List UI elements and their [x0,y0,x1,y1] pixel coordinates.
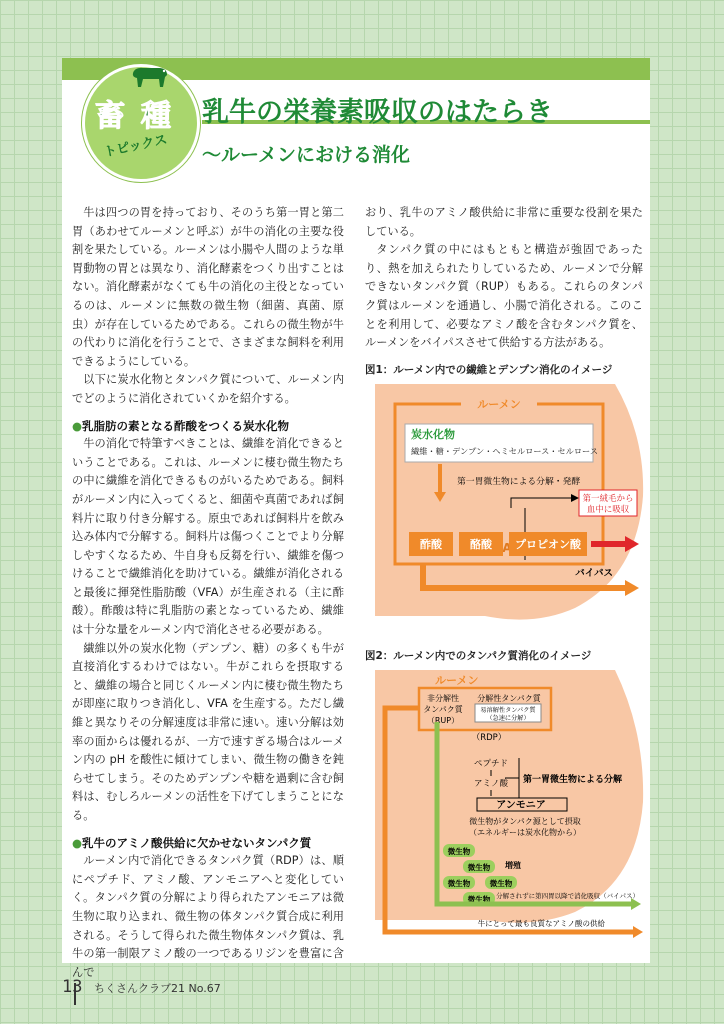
rup-line-2: タンパク質 [423,705,463,714]
badge-char-1: 畜 [95,99,125,134]
acid-label-2: 酪酸 [470,538,492,551]
badge-char-2: 種 [141,99,171,134]
carb-items: 繊維・糖・デンプン・ヘミセルロース・セルロース [411,446,599,456]
article-subtitle: 〜ルーメンにおける消化 [202,144,411,166]
paragraph: ルーメン内で消化できるタンパク質（RDP）は、順にペプチド、アミノ酸、アンモニアへと変化していく。タンパク質の分解により得られたアンモニアは微生物に取り込まれ、微生物の体タンパク質合成に利用される。そうして得られた微生物体タンパク質は、乳牛の第一制限アミノ酸の一つであるリジンを豊富に含んで [72,854,344,979]
paragraph: おり、乳牛のアミノ酸供給に非常に重要な役割を果たしている。 [365,206,643,238]
paragraph: 牛の消化で特筆すべきことは、繊維を消化できるということである。これは、ルーメンに棲む微生物たちの中に繊維を消化できるものがいるためである。飼料がルーメン内に入ってくると、細菌や真菌であれば飼料片に取り付き分解する。原虫であれば飼料片を飲み込み体内で分解する。飼料片は傷つくことでより分解しやすくなるため、牛自身も反芻を行い、繊維を傷つけることで繊維消化を助けている。繊維が消化されると最後に揮発性脂肪酸（VFA）が生産される（主に酢酸）。酢酸は特に乳脂肪の素となっているため、繊維は十分な量をルーメン内で消化させる必要がある。 [72,437,344,637]
article-page [62,58,650,979]
microbe-5: 微生物 [467,895,491,904]
category-badge [82,64,200,182]
fig2-diagram [365,662,649,942]
left-column [72,204,344,982]
absorb-text-2: 血中に吸収 [586,505,630,515]
section-heading: ● 乳脂肪の素となる酢酸をつくる炭水化物 [72,417,344,436]
carb-title: 炭水化物 [411,428,455,441]
rdp-label: （RDP） [471,733,507,743]
right-column [365,204,643,353]
paragraph: 繊維以外の炭水化物（デンプン、糖）の多くも牛が直接消化するわけではない。牛がこれらを摂取すると、繊維の場合と同じくルーメン内に棲む微生物たちが即座に取りつき消化し、VFA を生産する。ただし繊維と異なりその分解速度は非常に速い。速い分解は効率の面からは優れるが、一方で速すぎる場合はルーメン内の pH を酸性に傾けてしまい、微生物の働きを鈍らせてしまう。そのためデンプンや糖を過剰に含む飼料は、むしろルーメンの活性を下げてしまうことになる。 [72,641,344,822]
note-1: 微生物がタンパク源として摂取 [469,817,581,826]
page-number: 13 [62,977,83,997]
paragraph: タンパク質の中にはもともと構造が強固であったり、熱を加えられたりしているため、ルーメンで分解できないタンパク質（RUP）もある。これらのタンパク質はルーメンを通過し、小腸で消化される。このことを利用して、必要なアミノ酸を含むタンパク質を、ルーメンをバイパスさせて供給する方法がある。 [365,243,643,350]
cow-icon [129,63,171,89]
fig1-diagram [365,376,649,634]
rdp-inner-2: （急速に分解） [486,715,530,722]
acid-label-1: 酢酸 [420,538,442,551]
rup-line-3: （RUP） [426,716,460,725]
amino-label: アミノ酸 [473,779,509,789]
fig1-process: 第一胃微生物による分解・発酵 [457,477,581,487]
rumen-label: ルーメン [477,398,521,411]
note-2: （エネルギーは炭水化物から） [469,828,581,837]
article-title: 乳牛の栄養素吸収のはたらき [202,97,553,128]
peptide-label: ペプチド [473,759,509,769]
rumen-label-2: ルーメン [435,674,479,687]
growth-label: 増殖 [505,861,521,870]
magazine-name: ちくさんクラブ21 No.67 [93,982,221,995]
microbe-4: 微生物 [489,879,513,888]
microbe-1: 微生物 [447,847,471,856]
supply-note: 牛にとって最も良質なアミノ酸の供給 [477,919,605,928]
bypass-note: 分解されずに第四胃以降で消化吸収（バイパス） [496,892,639,900]
bypass-label: バイパス [575,568,613,579]
rup-line-1: 非分解性 [427,694,459,703]
section-heading: ● 乳牛のアミノ酸供給に欠かせないタンパク質 [72,834,344,853]
microbe-2: 微生物 [467,863,491,872]
fig1-caption: 図1：ルーメン内での繊維とデンプン消化のイメージ [365,364,613,376]
paragraph: 牛は四つの胃を持っており、そのうち第一胃と第二胃（あわせてルーメンと呼ぶ）が牛の消化の主要な役割を果たしている。ルーメンは小腸や人間のような単胃動物の胃とは異なり、消化酵素をつくり出すことはない。消化酵素がなくても牛の消化の主役となっているのは、ルーメンに無数の微生物（細菌、真菌、原虫）が存在しているためである。これらの微生物が牛の代わりに消化を行うことで、さまざまな飼料を利用できるようにしている。 [72,206,344,368]
fig2-caption: 図2：ルーメン内でのタンパク質消化のイメージ [365,650,592,662]
page-footer [62,977,221,997]
acid-label-3: プロピオン酸 [515,538,581,551]
absorb-text-1: 第一絨毛から [582,494,634,504]
fig2-process: 第一胃微生物による分解 [523,775,623,785]
rdp-title: 分解性タンパク質 [477,694,541,703]
rdp-inner-1: 易溶解性タンパク質 [480,707,536,714]
badge-subtitle: トピックス [102,132,169,161]
paragraph: 以下に炭水化物とタンパク質について、ルーメン内でどのように消化されていくかを紹介する。 [72,373,344,405]
microbe-3: 微生物 [447,879,471,888]
ammonia-label: アンモニア [496,800,546,811]
